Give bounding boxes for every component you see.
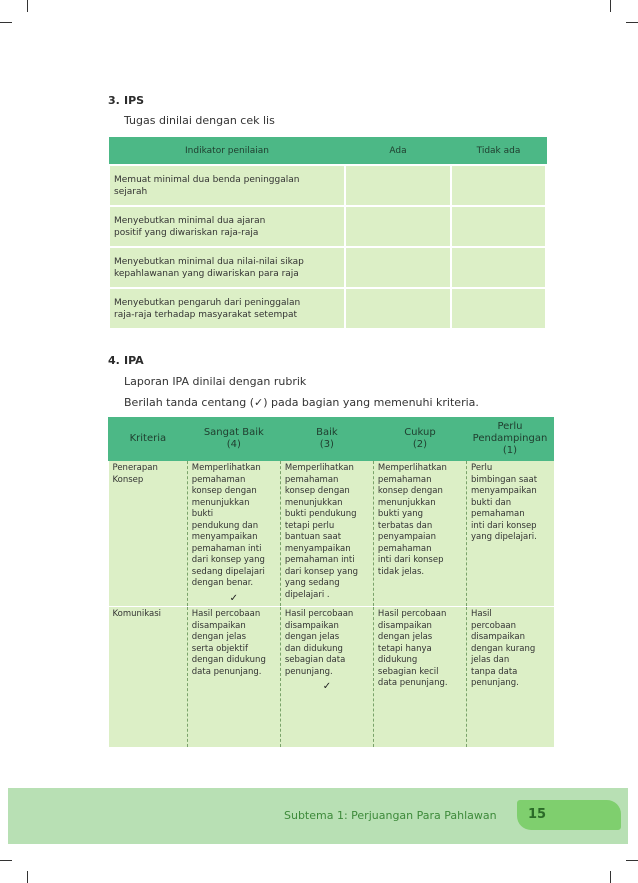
table-row [109,607,554,748]
ipa-title: IPA [124,354,144,367]
ips-heading [108,94,144,107]
page-number-badge [517,800,621,830]
ipa-header-cukup: Cukup (2) [373,418,466,461]
crop-mark [626,22,638,23]
ipa-rubric-cell[interactable]: Hasil percobaan disampaikan dengan jelas serta objektif dengan didukung data penunjang. [187,607,280,748]
ips-header-ada: Ada [345,138,451,166]
crop-mark [27,871,28,883]
ips-ada-cell[interactable] [345,206,451,247]
crop-mark [610,871,611,883]
ips-indicator-cell: Memuat minimal dua benda peninggalan sejarah [109,165,345,206]
table-row [109,206,546,247]
ips-indicator-cell: Menyebutkan minimal dua nilai-nilai sikap kepahlawanan yang diwariskan para raja [109,247,345,288]
ipa-rubric-table [108,417,554,747]
crop-mark [0,22,12,23]
ips-header-tidak-ada: Tidak ada [451,138,546,166]
ipa-header-baik: Baik (3) [280,418,373,461]
crop-mark [610,0,611,12]
ipa-rubric-cell[interactable]: Memperlihatkan pemahaman konsep dengan menunjukkan bukti pendukung tetapi perlu bantuan saat menyampaikan pemahaman inti dari konsep yang yang sedang dipelajari . [280,461,373,607]
ips-number: 3. [108,94,120,107]
footer-subtema-title: Subtema 1: Perjuangan Para Pahlawan [284,809,497,822]
ips-checklist-table [108,137,547,330]
table-row [109,247,546,288]
crop-mark [0,860,12,861]
page-number: 15 [527,807,547,822]
ipa-rubric-cell[interactable]: Hasil percobaan disampaikan dengan jelas tetapi hanya didukung sebagian kecil data penunjang. [373,607,466,748]
ipa-kriteria-cell: Komunikasi [109,607,188,748]
check-mark-icon: ✓ [229,592,238,604]
ipa-rubric-cell[interactable]: Memperlihatkan pemahaman konsep dengan menunjukkan bukti yang terbatas dan penyampaian pemahaman inti dari konsep tidak jelas. [373,461,466,607]
ips-ada-cell[interactable] [345,165,451,206]
ips-tidak-ada-cell[interactable] [451,165,546,206]
table-row [109,288,546,329]
ipa-rubric-cell[interactable]: Perlu bimbingan saat menyampaikan bukti dan pemahaman inti dari konsep yang dipelajari. [467,461,554,607]
ipa-kriteria-cell: Penerapan Konsep [109,461,188,607]
table-row [109,461,554,607]
ips-indicator-cell: Menyebutkan minimal dua ajaran positif yang diwariskan raja-raja [109,206,345,247]
ipa-rubric-cell[interactable]: Hasil percobaan disampaikan dengan kurang jelas dan tanpa data penunjang. [467,607,554,748]
ips-instruction: Tugas dinilai dengan cek lis [124,114,275,127]
ipa-instruction-1: Laporan IPA dinilai dengan rubrik [124,375,307,388]
table-row [109,165,546,206]
ips-tidak-ada-cell[interactable] [451,288,546,329]
ips-ada-cell[interactable] [345,247,451,288]
ipa-number: 4. [108,354,120,367]
ipa-rubric-cell[interactable]: Memperlihatkan pemahaman konsep dengan menunjukkan bukti pendukung dan menyampaikan pemahaman inti dari konsep yang sedang dipelajari dengan benar. ✓ [187,461,280,607]
ipa-header-kriteria: Kriteria [109,418,188,461]
ips-title: IPS [124,94,145,107]
ips-indicator-cell: Menyebutkan pengaruh dari peninggalan raja-raja terhadap masyarakat setempat [109,288,345,329]
ipa-header-perlu-pendampingan: Perlu Pendampingan (1) [467,418,554,461]
crop-mark [626,860,638,861]
ipa-rubric-cell[interactable]: Hasil percobaan disampaikan dengan jelas dan didukung sebagian data penunjang. ✓ [280,607,373,748]
ips-tidak-ada-cell[interactable] [451,206,546,247]
ips-ada-cell[interactable] [345,288,451,329]
ips-tidak-ada-cell[interactable] [451,247,546,288]
ipa-heading [108,354,144,367]
ipa-header-sangat-baik: Sangat Baik (4) [187,418,280,461]
check-mark-icon: ✓ [322,681,332,692]
crop-mark [27,0,28,12]
ipa-instruction-2: Berilah tanda centang (✓) pada bagian yang memenuhi kriteria. [124,396,479,409]
ips-header-indikator: Indikator penilaian [109,138,345,166]
